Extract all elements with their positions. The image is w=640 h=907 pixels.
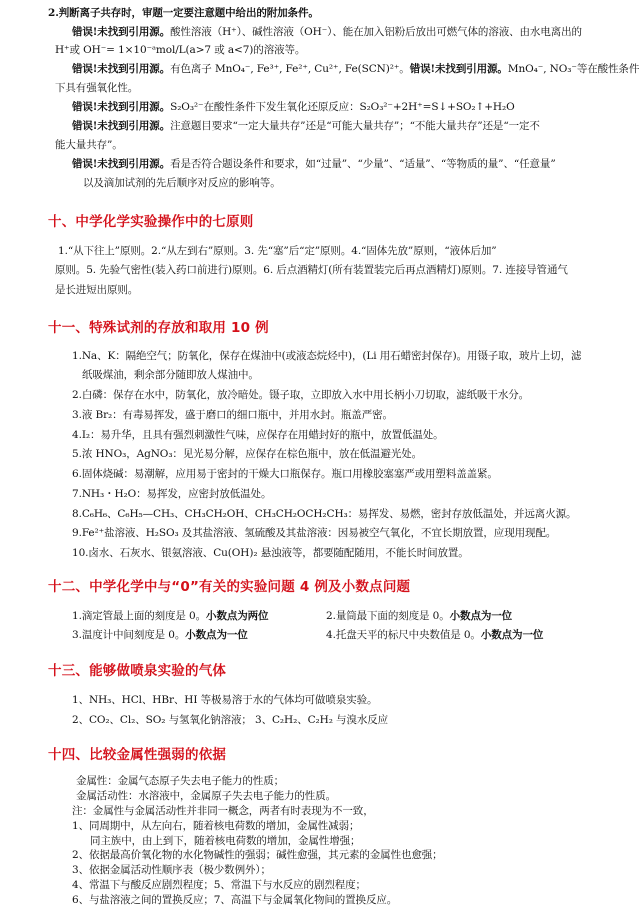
list-item: 9.Fe²⁺盐溶液、H₂SO₃ 及其盐溶液、氢硫酸及其盐溶液：因易被空气氧化，不宜长期放置，应现用现配。: [72, 527, 557, 539]
text-line: 金属性：金属气态原子失去电子能力的性质；: [76, 775, 284, 787]
list-item: 3、依据金属活动性顺序表（极少数例外）；: [72, 864, 271, 877]
list-item: 2、CO₂、Cl₂、SO₂ 与氢氧化钠溶液； 3、C₂H₂、C₂H₂ 与溴水反应: [72, 714, 389, 726]
list-item: 6.固体烧碱：易潮解，应用易于密封的干燥大口瓶保存。瓶口用橡胶塞塞严或用塑料盖盖紧。: [72, 468, 498, 480]
list-item: 10.卤水、石灰水、银氨溶液、Cu(OH)₂ 悬浊液等，都要随配随用，不能长时间放置。: [72, 547, 469, 559]
text-line: 注：金属性与金属活动性并非同一概念，两者有时表现为不一致，: [72, 804, 374, 817]
text-line: 金属活动性：水溶液中，金属原子失去电子能力的性质。: [76, 789, 336, 802]
section-heading-10: 十、中学化学实验操作中的七原则: [48, 214, 254, 230]
list-item: 4、常温下与酸反应剧烈程度；5、常温下与水反应的剧烈程度；: [72, 879, 366, 892]
list-item: 5.浓 HNO₃，AgNO₃：见光易分解，应保存在棕色瓶中，放在低温避光处。: [72, 448, 423, 460]
list-item: 8.C₆H₆、C₆H₅—CH₃、CH₃CH₂OH、CH₃CH₂OCH₂CH₃：易挥发、易燃，密封存放低温处，并远离火源。: [72, 508, 577, 520]
text-line: 原则。5. 先验气密性(装入药口前进行)原则。6. 后点酒精灯(所有装置装完后再点酒精灯)原则。7. 连接导管通气: [55, 264, 568, 276]
text-line: 以及滴加试剂的先后顺序对反应的影响等。: [83, 177, 281, 189]
section-heading-13: 十三、能够做喷泉实验的气体: [48, 663, 227, 679]
list-item: 3.液 Br₂：有毒易挥发，盛于磨口的细口瓶中，并用水封。瓶盖严密。: [72, 409, 393, 421]
list-item: 6、与盐溶液之间的置换反应；7、高温下与金属氧化物间的置换反应。: [72, 894, 398, 906]
text-line: 下具有强氧化性。: [55, 82, 139, 94]
text-line: 错误!未找到引用源。看是否符合题设条件和要求，如“过量”、“少量”、“适量”、“等物质的量”、“任意量”: [72, 158, 556, 170]
list-item: 7.NH₃・H₂O：易挥发，应密封放低温处。: [72, 488, 272, 500]
section-subtitle: 2.判断离子共存时，审题一定要注意题中给出的附加条件。: [48, 7, 319, 19]
list-item: 4.托盘天平的标尺中央数值是 0。小数点为一位: [326, 629, 544, 641]
list-item: 4.I₂：易升华，且具有强烈刺激性气味，应保存在用蜡封好的瓶中，放置低温处。: [72, 429, 444, 441]
list-item: 2.量筒最下面的刻度是 0。小数点为一位: [326, 610, 513, 622]
text-line: 是长进短出原则。: [55, 284, 139, 296]
list-item: 1、NH₃、HCl、HBr、HI 等极易溶于水的气体均可做喷泉实验。: [72, 694, 378, 706]
text-line: 1.“从下往上”原则。2.“从左到右”原则。3. 先“塞”后“定”原则。4.“固体先放”原则，“液体后加”: [58, 245, 497, 257]
list-item: 2.白磷：保存在水中，防氧化，放冷暗处。镊子取，立即放入水中用长柄小刀切取，滤纸吸干水分。: [72, 389, 530, 401]
list-item: 1.Na、K：隔绝空气；防氧化，保存在煤油中(或液态烷烃中)，(Li 用石蜡密封保存)。用镊子取，玻片上切，滤: [72, 350, 582, 362]
text-line: 能大量共存”。: [55, 139, 123, 151]
section-heading-12: 十二、中学化学中与“0”有关的实验问题 4 例及小数点问题: [48, 579, 411, 595]
list-item: 3.温度计中间刻度是 0。小数点为一位: [72, 629, 248, 641]
list-item: 1、同周期中，从左向右，随着核电荷数的增加，金属性减弱；: [72, 819, 360, 832]
section-heading-11: 十一、特殊试剂的存放和取用 10 例: [48, 320, 269, 336]
list-item: 2、依据最高价氧化物的水化物碱性的强弱；碱性愈强，其元素的金属性也愈强；: [72, 849, 443, 862]
list-item: 同主族中，由上到下，随着核电荷数的增加，金属性增强；: [90, 834, 361, 847]
list-item: 纸吸煤油，剩余部分随即放人煤油中。: [82, 369, 259, 381]
section-heading-14: 十四、比较金属性强弱的依据: [48, 747, 227, 763]
text-line: 错误!未找到引用源。S₂O₃²⁻在酸性条件下发生氧化还原反应：S₂O₃²⁻+2H⁺=S↓+SO₂↑+H₂O: [72, 101, 515, 113]
text-line: 错误!未找到引用源。酸性溶液（H⁺）、碱性溶液（OH⁻）、能在加入铝粉后放出可燃气体的溶液、由水电离出的: [72, 26, 582, 38]
text-line: 错误!未找到引用源。注意题目要求“一定大量共存”还是“可能大量共存”；“不能大量共存”还是“一定不: [72, 120, 540, 132]
text-line: H⁺或 OH⁻= 1×10⁻ᵃmol/L(a>7 或 a<7)的溶液等。: [55, 44, 306, 56]
text-line: 错误!未找到引用源。有色离子 MnO₄⁻, Fe³⁺, Fe²⁺, Cu²⁺, Fe(SCN)²⁺。错误!未找到引用源。MnO₄⁻, NO₃⁻等在酸性条件: [72, 63, 640, 75]
list-item: 1.滴定管最上面的刻度是 0。小数点为两位: [72, 610, 269, 622]
